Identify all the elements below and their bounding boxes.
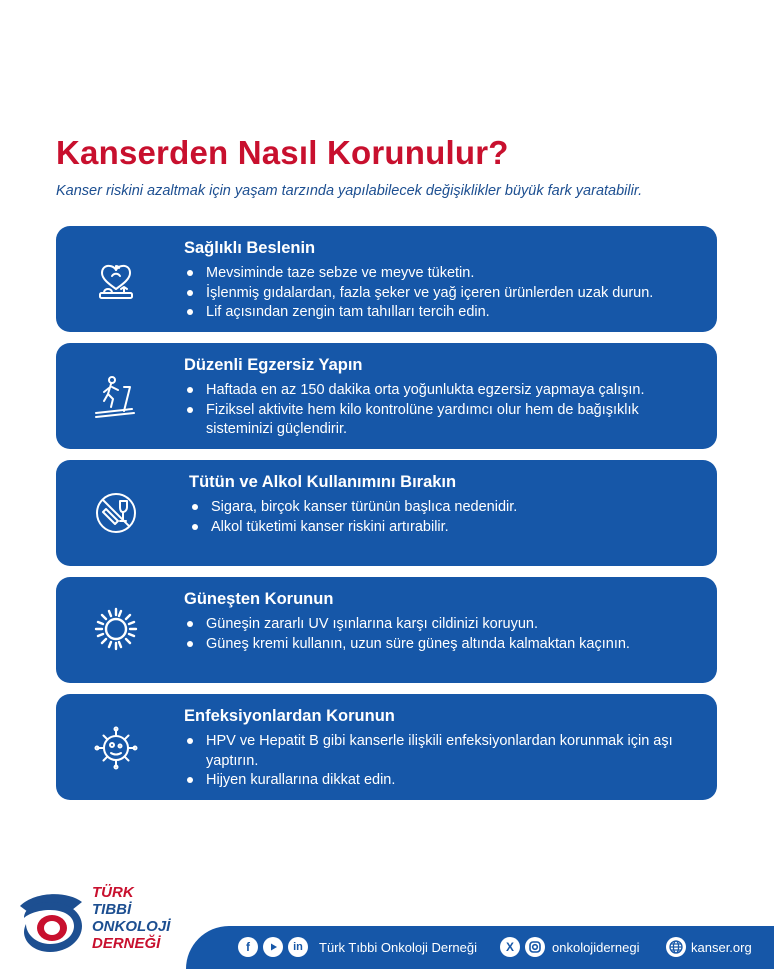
logo-text [92, 884, 170, 952]
logo-line-4: DERNEĞİ [92, 935, 161, 952]
x-twitter-icon[interactable]: X [500, 937, 520, 957]
card-title: Enfeksiyonlardan Korunun [184, 707, 395, 725]
card-title: Güneşten Korunun [184, 590, 334, 608]
logo-mark-icon [16, 888, 96, 960]
footer-website [666, 937, 752, 957]
list-item: HPV ve Hepatit B gibi kanserle ilişkili enfeksiyonlardan korunmak için aşı yaptırın. [184, 732, 704, 771]
card-infection-protection [56, 694, 717, 800]
footer-bar [186, 926, 774, 969]
list-item: Güneş kremi kullanın, uzun süre güneş altında kalmaktan kaçının. [184, 635, 704, 655]
linkedin-icon[interactable]: in [288, 937, 308, 957]
card-regular-exercise [56, 343, 717, 449]
bullet-list [189, 498, 709, 537]
bullet-list [184, 615, 704, 654]
list-item: Mevsiminde taze sebze ve meyve tüketin. [184, 264, 704, 284]
logo-line-3: ONKOLOJİ [92, 918, 171, 935]
facebook-icon[interactable]: f [238, 937, 258, 957]
list-item: İşlenmiş gıdalardan, fazla şeker ve yağ içeren ürünlerden uzak durun. [184, 284, 704, 304]
card-title: Sağlıklı Beslenin [184, 239, 316, 257]
card-quit-tobacco-alcohol [56, 460, 717, 566]
footer-org-name[interactable]: Türk Tıbbi Onkoloji Derneği [319, 939, 477, 955]
association-logo [16, 884, 171, 964]
virus-icon [92, 724, 140, 772]
bullet-list [184, 264, 704, 323]
bullet-list [184, 381, 704, 440]
youtube-icon[interactable] [263, 937, 283, 957]
list-item: Güneşin zararlı UV ışınlarına karşı cildinizi koruyun. [184, 615, 704, 635]
no-smoking-drinking-icon [92, 489, 140, 537]
instagram-icon[interactable] [525, 937, 545, 957]
page-title: Kanserden Nasıl Korunulur? [56, 134, 509, 171]
list-item: Haftada en az 150 dakika orta yoğunlukta egzersiz yapmaya çalışın. [184, 381, 704, 401]
list-item: Fiziksel aktivite hem kilo kontrolüne yardımcı olur hem de bağışıklık sisteminizi güçlendirir. [184, 401, 704, 440]
card-healthy-eating [56, 226, 717, 332]
page-subtitle: Kanser riskini azaltmak için yaşam tarzında yapılabilecek değişiklikler büyük fark yaratabilir. [56, 183, 643, 199]
sun-icon [92, 605, 140, 653]
list-item: Lif açısından zengin tam tahılları tercih edin. [184, 303, 704, 323]
list-item: Hijyen kurallarına dikkat edin. [184, 771, 704, 791]
card-sun-protection [56, 577, 717, 683]
logo-line-2: TIBBİ [92, 901, 132, 918]
globe-icon[interactable] [666, 937, 686, 957]
bullet-list [184, 732, 704, 791]
footer-social-handle-text[interactable]: onkolojidernegi [552, 939, 640, 955]
treadmill-icon [92, 373, 140, 421]
list-item: Alkol tüketimi kanser riskini artırabilir. [189, 518, 709, 538]
card-title: Tütün ve Alkol Kullanımını Bırakın [189, 473, 457, 491]
card-title: Düzenli Egzersiz Yapın [184, 356, 363, 374]
list-item: Sigara, birçok kanser türünün başlıca nedenidir. [189, 498, 709, 518]
footer-social-handle [500, 937, 639, 957]
logo-line-1: TÜRK [92, 884, 134, 901]
healthy-food-icon [92, 256, 140, 304]
footer-social-org [238, 937, 477, 957]
footer-website-link[interactable]: kanser.org [691, 939, 752, 955]
